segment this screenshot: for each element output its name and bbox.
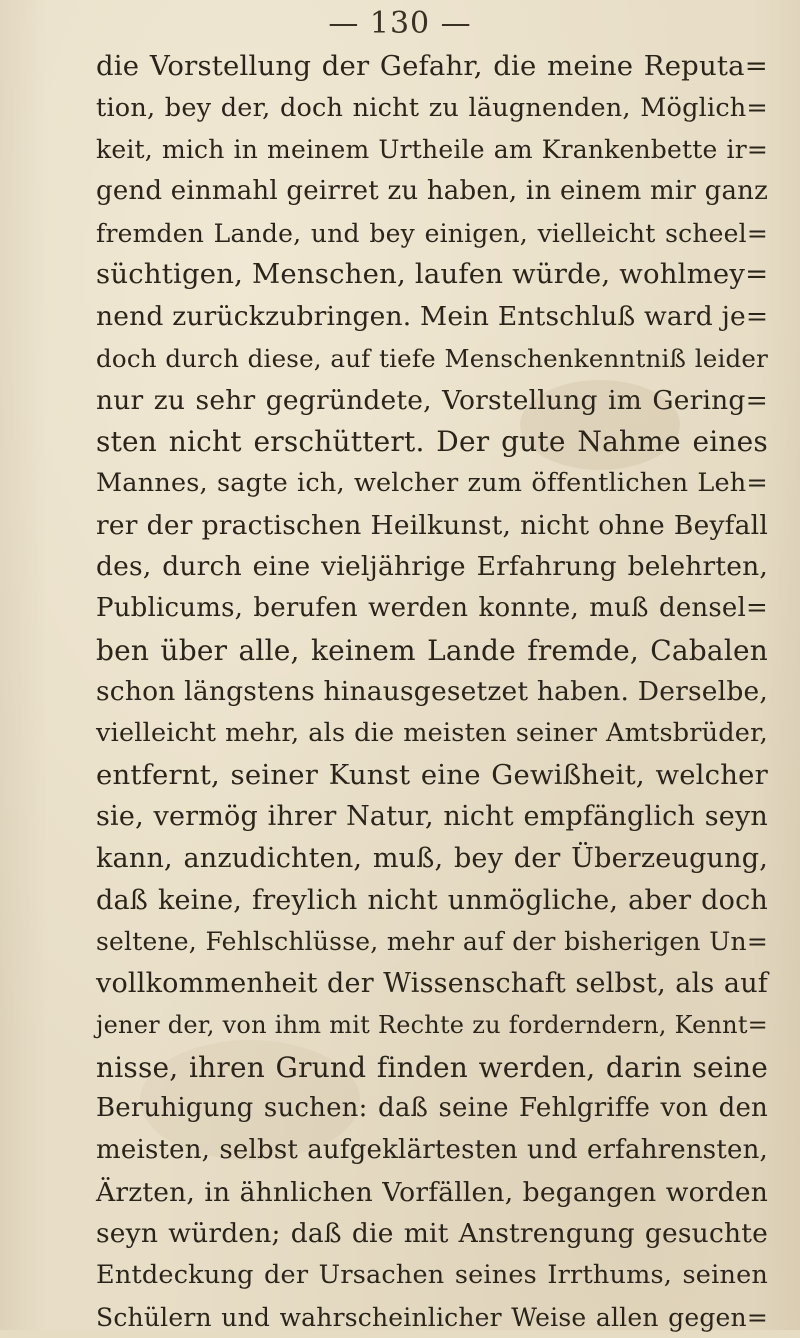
text-line: keit, mich in meinem Urtheile am Krankenbette ir=	[96, 135, 768, 165]
text-line: jener der, von ihm mit Rechte zu forderndern, Kennt=	[96, 1010, 768, 1039]
text-line: sten nicht erschüttert. Der gute Nahme eines	[96, 425, 768, 459]
text-line: süchtigen, Menschen, laufen würde, wohlmey=	[96, 258, 769, 291]
text-line: nur zu sehr gegründete, Vorstellung im Gering=	[96, 384, 768, 416]
text-line: meisten, selbst aufgeklärtesten und erfahrensten,	[96, 1134, 768, 1165]
text-line: rer der practischen Heilkunst, nicht ohne Beyfall	[96, 509, 768, 541]
text-line: Publicums, berufen werden konnte, muß densel=	[96, 592, 768, 623]
text-line: vielleicht mehr, als die meisten seiner Amtsbrüder,	[96, 718, 768, 748]
text-line: Mannes, sagte ich, welcher zum öffentlichen Leh=	[96, 467, 768, 498]
text-line: seyn würden; daß die mit Anstrengung gesuchte	[96, 1218, 768, 1250]
text-line: tion, bey der, doch nicht zu läugnenden, Möglich=	[96, 92, 768, 123]
page-number: — 130 —	[328, 6, 472, 41]
text-line: schon längstens hinausgesetzet haben. Derselbe,	[96, 676, 768, 708]
text-line: gend einmahl geirret zu haben, in einem mir ganz	[96, 176, 768, 207]
text-line: Beruhigung suchen: daß seine Fehlgriffe von den	[96, 1093, 768, 1124]
body-text	[96, 46, 768, 1338]
text-line: daß keine, freylich nicht unmögliche, aber doch	[96, 884, 768, 916]
text-line: ben über alle, keinem Lande fremde, Cabalen	[96, 633, 768, 667]
text-line: des, durch eine vieljährige Erfahrung belehrten,	[96, 551, 768, 583]
text-line: Entdeckung der Ursachen seines Irrthums, seinen	[96, 1259, 768, 1290]
text-line: Schülern und wahrscheinlicher Weise allen gegen=	[96, 1302, 768, 1332]
text-line: vollkommenheit der Wissenschaft selbst, als auf	[96, 968, 768, 1000]
text-line: doch durch diese, auf tiefe Menschenkenntniß leider	[96, 343, 768, 373]
text-line: Ärzten, in ähnlichen Vorfällen, begangen worden	[96, 1176, 768, 1208]
text-line: nisse, ihren Grund finden werden, darin seine	[96, 1050, 768, 1084]
text-line: sie, vermög ihrer Natur, nicht empfänglich seyn	[96, 801, 768, 833]
text-line: die Vorstellung der Gefahr, die meine Reputa=	[96, 50, 768, 82]
text-line: kann, anzudichten, muß, bey der Überzeugung,	[96, 843, 768, 875]
text-line: entfernt, seiner Kunst eine Gewißheit, welcher	[96, 758, 768, 791]
text-line: seltene, Fehlschlüsse, mehr auf der bisherigen Un=	[96, 927, 768, 957]
text-line: fremden Lande, und bey einigen, vielleicht scheel=	[96, 218, 768, 248]
text-line: nend zurückzubringen. Mein Entschluß ward je=	[96, 301, 769, 333]
